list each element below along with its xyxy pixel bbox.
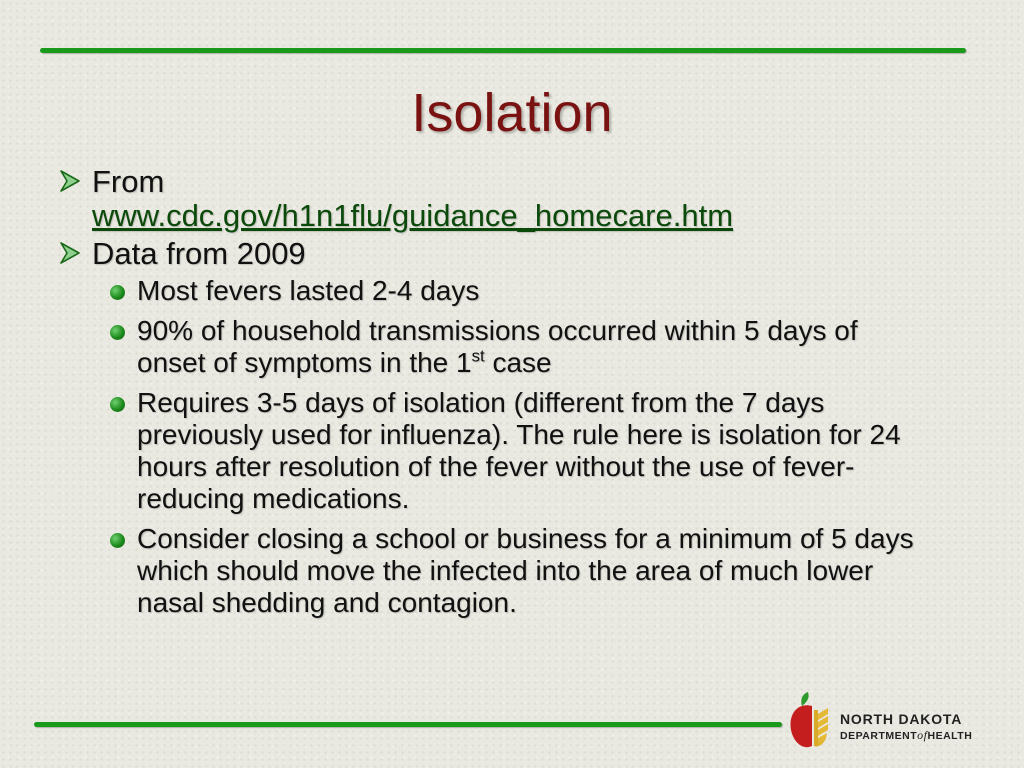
sub-bullet-household-transmissions — [52, 315, 952, 379]
logo-health-word: HEALTH — [927, 730, 973, 742]
bullet-source — [52, 165, 952, 233]
bullet-data-year — [52, 237, 952, 271]
dot-bullet-icon — [110, 325, 125, 340]
sub-bullet-text: Requires 3-5 days of isolation (different from the 7 days previously used for influenza). The rule here is isolation for 24 hours after resolution of the fever without the use of fever-reducing medications. — [137, 387, 901, 514]
slide-title: Isolation — [411, 83, 613, 143]
sub-bullet-text-end: case — [484, 347, 552, 378]
bottom-divider-line — [34, 722, 782, 727]
top-divider-line — [40, 48, 966, 53]
dot-bullet-icon — [110, 285, 125, 300]
logo-wordmark — [840, 711, 972, 744]
logo-department-word: DEPARTMENT — [840, 730, 918, 742]
apple-wheat-icon — [788, 688, 838, 754]
superscript-ordinal: st — [471, 346, 485, 366]
sub-bullet-isolation-rule — [52, 387, 952, 515]
sub-bullet-text: 90% of household transmissions occurred within 5 days of onset of symptoms in the 1 — [137, 315, 858, 378]
logo-of-word: of — [917, 728, 928, 742]
bullet-data-year-label: Data from 2009 — [92, 236, 306, 271]
logo-department-name — [840, 727, 972, 744]
bullet-source-label: From — [92, 164, 165, 199]
cdc-guidance-link[interactable]: www.cdc.gov/h1n1flu/guidance_homecare.htm — [92, 198, 734, 233]
arrow-bullet-icon — [56, 239, 84, 267]
slide-body — [52, 165, 952, 627]
dot-bullet-icon — [110, 533, 125, 548]
sub-bullet-closing-school — [52, 523, 952, 619]
sub-bullet-text: Most fevers lasted 2-4 days — [137, 275, 480, 306]
logo-state-name: NORTH DAKOTA — [840, 711, 963, 727]
arrow-bullet-icon — [56, 167, 84, 195]
nd-health-logo — [788, 688, 1008, 754]
sub-bullet-text: Consider closing a school or business for a minimum of 5 days which should move the infected into the area of much lower nasal shedding and contagion. — [137, 523, 914, 618]
sub-bullet-fever-duration — [52, 275, 952, 307]
dot-bullet-icon — [110, 397, 125, 412]
